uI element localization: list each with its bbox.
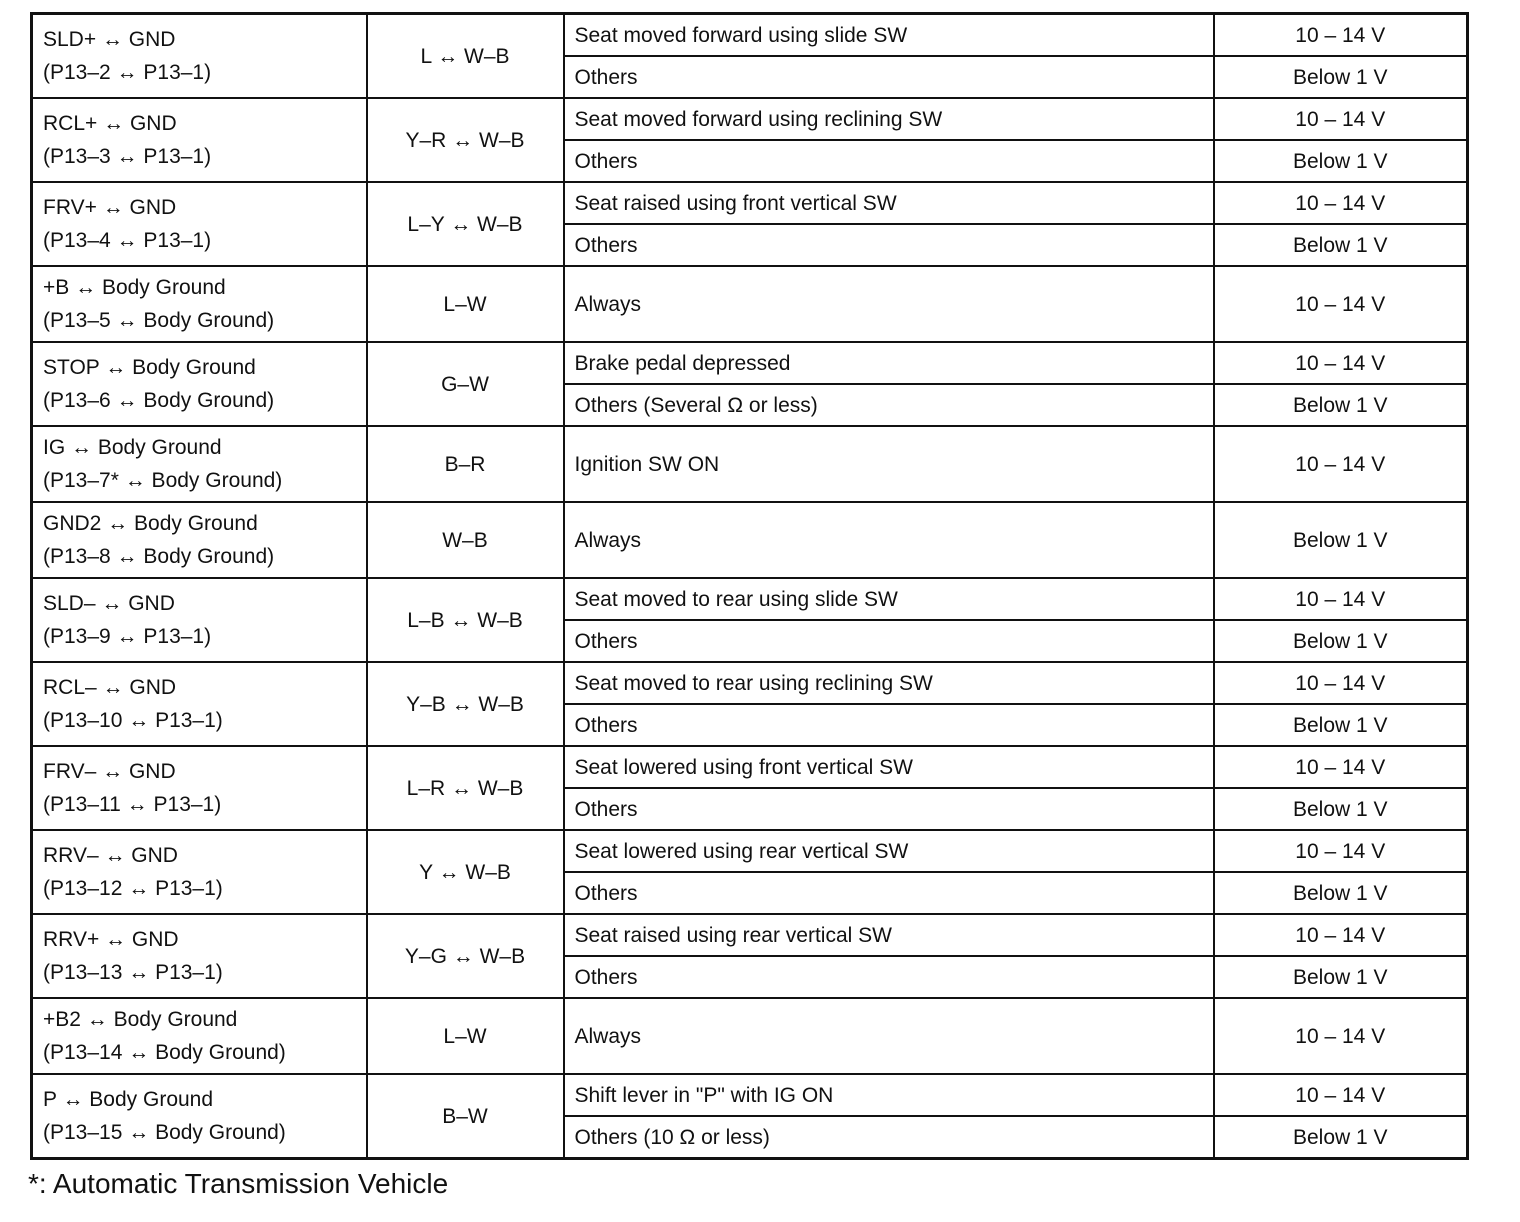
- condition-cell: Others: [564, 788, 1214, 830]
- specified-condition-cell: 10 – 14 V: [1214, 998, 1468, 1074]
- table-row: [32, 342, 1468, 384]
- terminal-cell: [32, 342, 367, 426]
- table-row: [32, 830, 1468, 872]
- condition-cell: Always: [564, 998, 1214, 1074]
- terminal-name: RCL+ ↔ GND: [43, 112, 177, 135]
- condition-cell: Others: [564, 872, 1214, 914]
- condition-cell: Others: [564, 704, 1214, 746]
- footnote: *: Automatic Transmission Vehicle: [28, 1168, 449, 1199]
- specified-condition-cell: 10 – 14 V: [1214, 342, 1468, 384]
- wiring-color-cell: W–B: [367, 502, 564, 578]
- condition-cell: Others: [564, 56, 1214, 98]
- terminal-cell: [32, 830, 367, 914]
- terminal-cell: [32, 266, 367, 342]
- terminal-name: +B ↔ Body Ground: [43, 276, 226, 299]
- condition-cell: Shift lever in "P" with IG ON: [564, 1074, 1214, 1116]
- condition-cell: Seat moved forward using reclining SW: [564, 98, 1214, 140]
- terminal-pins: (P13–13 ↔ P13–1): [43, 961, 223, 984]
- condition-cell: Seat moved to rear using reclining SW: [564, 662, 1214, 704]
- wiring-color-cell: Y–B ↔ W–B: [367, 662, 564, 746]
- table-row: [32, 502, 1468, 578]
- condition-cell: Seat moved forward using slide SW: [564, 14, 1214, 57]
- table-row: [32, 426, 1468, 502]
- specified-condition-cell: Below 1 V: [1214, 56, 1468, 98]
- wiring-color-cell: L–Y ↔ W–B: [367, 182, 564, 266]
- terminal-name: P ↔ Body Ground: [43, 1088, 214, 1111]
- table-body: [32, 14, 1468, 1159]
- table-row: [32, 266, 1468, 342]
- specified-condition-cell: 10 – 14 V: [1214, 914, 1468, 956]
- table-row: [32, 914, 1468, 956]
- terminal-cell: [32, 98, 367, 182]
- specified-condition-cell: Below 1 V: [1214, 872, 1468, 914]
- condition-cell: Others: [564, 224, 1214, 266]
- condition-cell: Seat raised using rear vertical SW: [564, 914, 1214, 956]
- wiring-color-cell: L–R ↔ W–B: [367, 746, 564, 830]
- terminal-pins: (P13–5 ↔ Body Ground): [43, 309, 275, 332]
- terminal-cell: [32, 502, 367, 578]
- terminal-cell: [32, 1074, 367, 1159]
- wiring-color-cell: G–W: [367, 342, 564, 426]
- terminal-name: GND2 ↔ Body Ground: [43, 512, 258, 535]
- condition-cell: Always: [564, 266, 1214, 342]
- specified-condition-cell: 10 – 14 V: [1214, 14, 1468, 57]
- specified-condition-cell: 10 – 14 V: [1214, 830, 1468, 872]
- specified-condition-cell: Below 1 V: [1214, 384, 1468, 426]
- specified-condition-cell: Below 1 V: [1214, 502, 1468, 578]
- condition-cell: Always: [564, 502, 1214, 578]
- table-row: [32, 98, 1468, 140]
- wiring-color-cell: Y ↔ W–B: [367, 830, 564, 914]
- condition-cell: Seat moved to rear using slide SW: [564, 578, 1214, 620]
- terminal-pins: (P13–9 ↔ P13–1): [43, 625, 212, 648]
- terminal-cell: [32, 578, 367, 662]
- terminal-spec-table: [30, 12, 1469, 1160]
- condition-cell: Others: [564, 620, 1214, 662]
- specified-condition-cell: 10 – 14 V: [1214, 1074, 1468, 1116]
- terminal-name: FRV+ ↔ GND: [43, 196, 177, 219]
- table-row: [32, 746, 1468, 788]
- specified-condition-cell: Below 1 V: [1214, 1116, 1468, 1159]
- wiring-color-cell: L–W: [367, 998, 564, 1074]
- condition-cell: Seat raised using front vertical SW: [564, 182, 1214, 224]
- terminal-pins: (P13–8 ↔ Body Ground): [43, 545, 275, 568]
- terminal-name: +B2 ↔ Body Ground: [43, 1008, 238, 1031]
- specified-condition-cell: Below 1 V: [1214, 704, 1468, 746]
- terminal-name: RRV+ ↔ GND: [43, 928, 179, 951]
- terminal-name: FRV– ↔ GND: [43, 760, 176, 783]
- condition-cell: Seat lowered using rear vertical SW: [564, 830, 1214, 872]
- wiring-color-cell: L ↔ W–B: [367, 14, 564, 99]
- condition-cell: Ignition SW ON: [564, 426, 1214, 502]
- terminal-name: SLD– ↔ GND: [43, 592, 175, 615]
- condition-cell: Others (Several Ω or less): [564, 384, 1214, 426]
- condition-cell: Others (10 Ω or less): [564, 1116, 1214, 1159]
- terminal-cell: [32, 182, 367, 266]
- terminal-name: SLD+ ↔ GND: [43, 28, 176, 51]
- terminal-pins: (P13–6 ↔ Body Ground): [43, 389, 275, 412]
- specified-condition-cell: Below 1 V: [1214, 224, 1468, 266]
- terminal-cell: [32, 914, 367, 998]
- specified-condition-cell: Below 1 V: [1214, 788, 1468, 830]
- condition-cell: Brake pedal depressed: [564, 342, 1214, 384]
- specified-condition-cell: Below 1 V: [1214, 956, 1468, 998]
- terminal-cell: [32, 746, 367, 830]
- specified-condition-cell: 10 – 14 V: [1214, 426, 1468, 502]
- table-row: [32, 998, 1468, 1074]
- wiring-color-cell: Y–R ↔ W–B: [367, 98, 564, 182]
- terminal-cell: [32, 426, 367, 502]
- table-row: [32, 14, 1468, 57]
- table-row: [32, 182, 1468, 224]
- condition-cell: Seat lowered using front vertical SW: [564, 746, 1214, 788]
- condition-cell: Others: [564, 956, 1214, 998]
- terminal-pins: (P13–11 ↔ P13–1): [43, 793, 222, 816]
- terminal-cell: [32, 662, 367, 746]
- terminal-name: RCL– ↔ GND: [43, 676, 177, 699]
- wiring-color-cell: B–R: [367, 426, 564, 502]
- specified-condition-cell: Below 1 V: [1214, 140, 1468, 182]
- specified-condition-cell: Below 1 V: [1214, 620, 1468, 662]
- terminal-pins: (P13–14 ↔ Body Ground): [43, 1041, 286, 1064]
- specified-condition-cell: 10 – 14 V: [1214, 662, 1468, 704]
- specified-condition-cell: 10 – 14 V: [1214, 266, 1468, 342]
- specified-condition-cell: 10 – 14 V: [1214, 746, 1468, 788]
- terminal-pins: (P13–15 ↔ Body Ground): [43, 1121, 286, 1144]
- condition-cell: Others: [564, 140, 1214, 182]
- specified-condition-cell: 10 – 14 V: [1214, 578, 1468, 620]
- table-row: [32, 1074, 1468, 1116]
- terminal-cell: [32, 998, 367, 1074]
- specified-condition-cell: 10 – 14 V: [1214, 98, 1468, 140]
- terminal-pins: (P13–10 ↔ P13–1): [43, 709, 223, 732]
- terminal-name: RRV– ↔ GND: [43, 844, 178, 867]
- specified-condition-cell: 10 – 14 V: [1214, 182, 1468, 224]
- terminal-name: IG ↔ Body Ground: [43, 436, 222, 459]
- wiring-color-cell: L–W: [367, 266, 564, 342]
- terminal-cell: [32, 14, 367, 99]
- terminal-pins: (P13–2 ↔ P13–1): [43, 61, 212, 84]
- terminal-pins: (P13–7* ↔ Body Ground): [43, 469, 283, 492]
- terminal-pins: (P13–4 ↔ P13–1): [43, 229, 212, 252]
- wiring-color-cell: B–W: [367, 1074, 564, 1159]
- terminal-name: STOP ↔ Body Ground: [43, 356, 256, 379]
- terminal-pins: (P13–3 ↔ P13–1): [43, 145, 212, 168]
- wiring-color-cell: L–B ↔ W–B: [367, 578, 564, 662]
- table-row: [32, 578, 1468, 620]
- terminal-pins: (P13–12 ↔ P13–1): [43, 877, 223, 900]
- table-row: [32, 662, 1468, 704]
- wiring-color-cell: Y–G ↔ W–B: [367, 914, 564, 998]
